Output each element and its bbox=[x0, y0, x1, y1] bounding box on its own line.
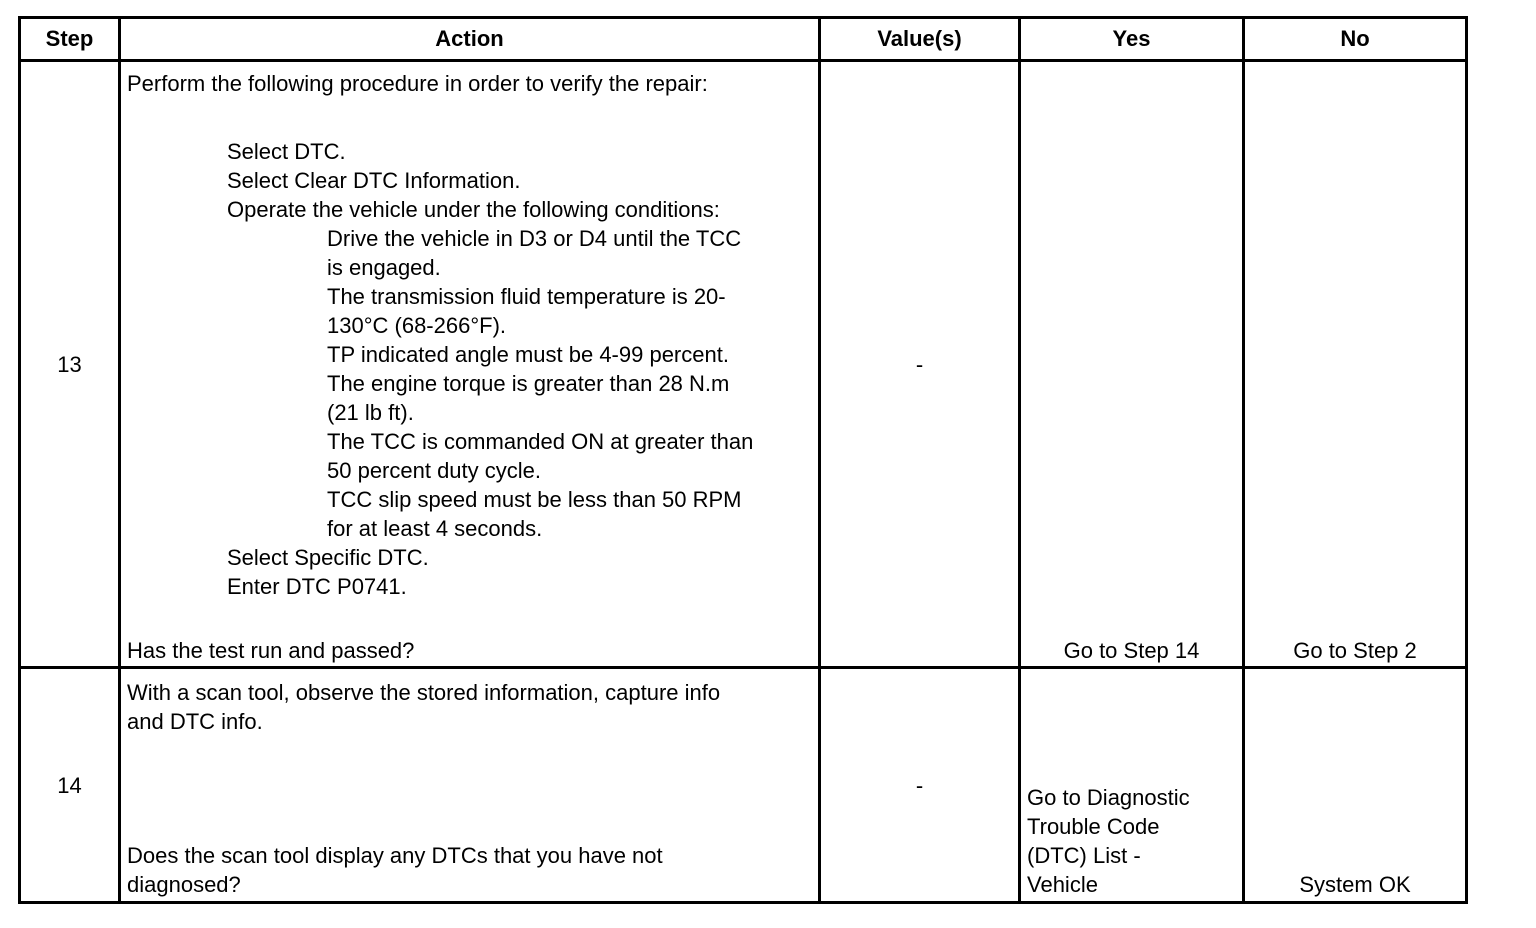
action-subitem: Drive the vehicle in D3 or D4 until the TCC bbox=[327, 226, 742, 251]
action-subitem: 130°C (68-266°F). bbox=[327, 313, 507, 338]
action-intro bbox=[127, 678, 817, 736]
action-item: Select Specific DTC. bbox=[227, 545, 429, 570]
step-number: 13 bbox=[57, 352, 82, 377]
action-intro: Perform the following procedure in order to verify the repair: bbox=[127, 71, 708, 96]
yes-line: Vehicle bbox=[1027, 872, 1098, 897]
action-cell bbox=[127, 69, 817, 601]
header-step: Step bbox=[45, 26, 94, 51]
action-subitem: (21 lb ft). bbox=[327, 400, 414, 425]
column-divider bbox=[1242, 19, 1245, 901]
diagnostic-table bbox=[18, 16, 1468, 904]
row-divider bbox=[21, 666, 1465, 669]
header-yes: Yes bbox=[1112, 26, 1151, 51]
yes-cell: Go to Step 14 bbox=[1063, 638, 1200, 663]
action-subitem: The engine torque is greater than 28 N.m bbox=[327, 371, 730, 396]
action-line: diagnosed? bbox=[127, 872, 241, 897]
action-item: Select Clear DTC Information. bbox=[227, 168, 521, 193]
no-cell: Go to Step 2 bbox=[1293, 638, 1417, 663]
column-divider bbox=[818, 19, 821, 901]
no-cell: System OK bbox=[1299, 872, 1411, 897]
action-subitem: The TCC is commanded ON at greater than bbox=[327, 429, 754, 454]
header-action: Action bbox=[435, 26, 504, 51]
action-item: Enter DTC P0741. bbox=[227, 574, 407, 599]
yes-line: Trouble Code bbox=[1027, 814, 1160, 839]
action-item: Select DTC. bbox=[227, 139, 346, 164]
action-line: and DTC info. bbox=[127, 709, 263, 734]
action-subitem: is engaged. bbox=[327, 255, 441, 280]
yes-cell bbox=[1027, 783, 1241, 899]
action-subitem: for at least 4 seconds. bbox=[327, 516, 543, 541]
action-question bbox=[127, 841, 817, 899]
header-values: Value(s) bbox=[877, 26, 962, 51]
value-cell: - bbox=[915, 352, 924, 377]
action-subitem: The transmission fluid temperature is 20- bbox=[327, 284, 726, 309]
header-no: No bbox=[1340, 26, 1370, 51]
action-line: Does the scan tool display any DTCs that you have not bbox=[127, 843, 663, 868]
action-subitem: 50 percent duty cycle. bbox=[327, 458, 542, 483]
value-cell: - bbox=[915, 773, 924, 798]
yes-line: (DTC) List - bbox=[1027, 843, 1141, 868]
column-divider bbox=[1018, 19, 1021, 901]
yes-line: Go to Diagnostic bbox=[1027, 785, 1190, 810]
action-line: With a scan tool, observe the stored information, capture info bbox=[127, 680, 721, 705]
row-divider bbox=[21, 59, 1465, 62]
action-subitem: TP indicated angle must be 4-99 percent. bbox=[327, 342, 729, 367]
step-number: 14 bbox=[57, 773, 82, 798]
action-subitem: TCC slip speed must be less than 50 RPM bbox=[327, 487, 742, 512]
action-item: Operate the vehicle under the following conditions: bbox=[227, 197, 720, 222]
action-question: Has the test run and passed? bbox=[127, 638, 415, 663]
column-divider bbox=[118, 19, 121, 901]
